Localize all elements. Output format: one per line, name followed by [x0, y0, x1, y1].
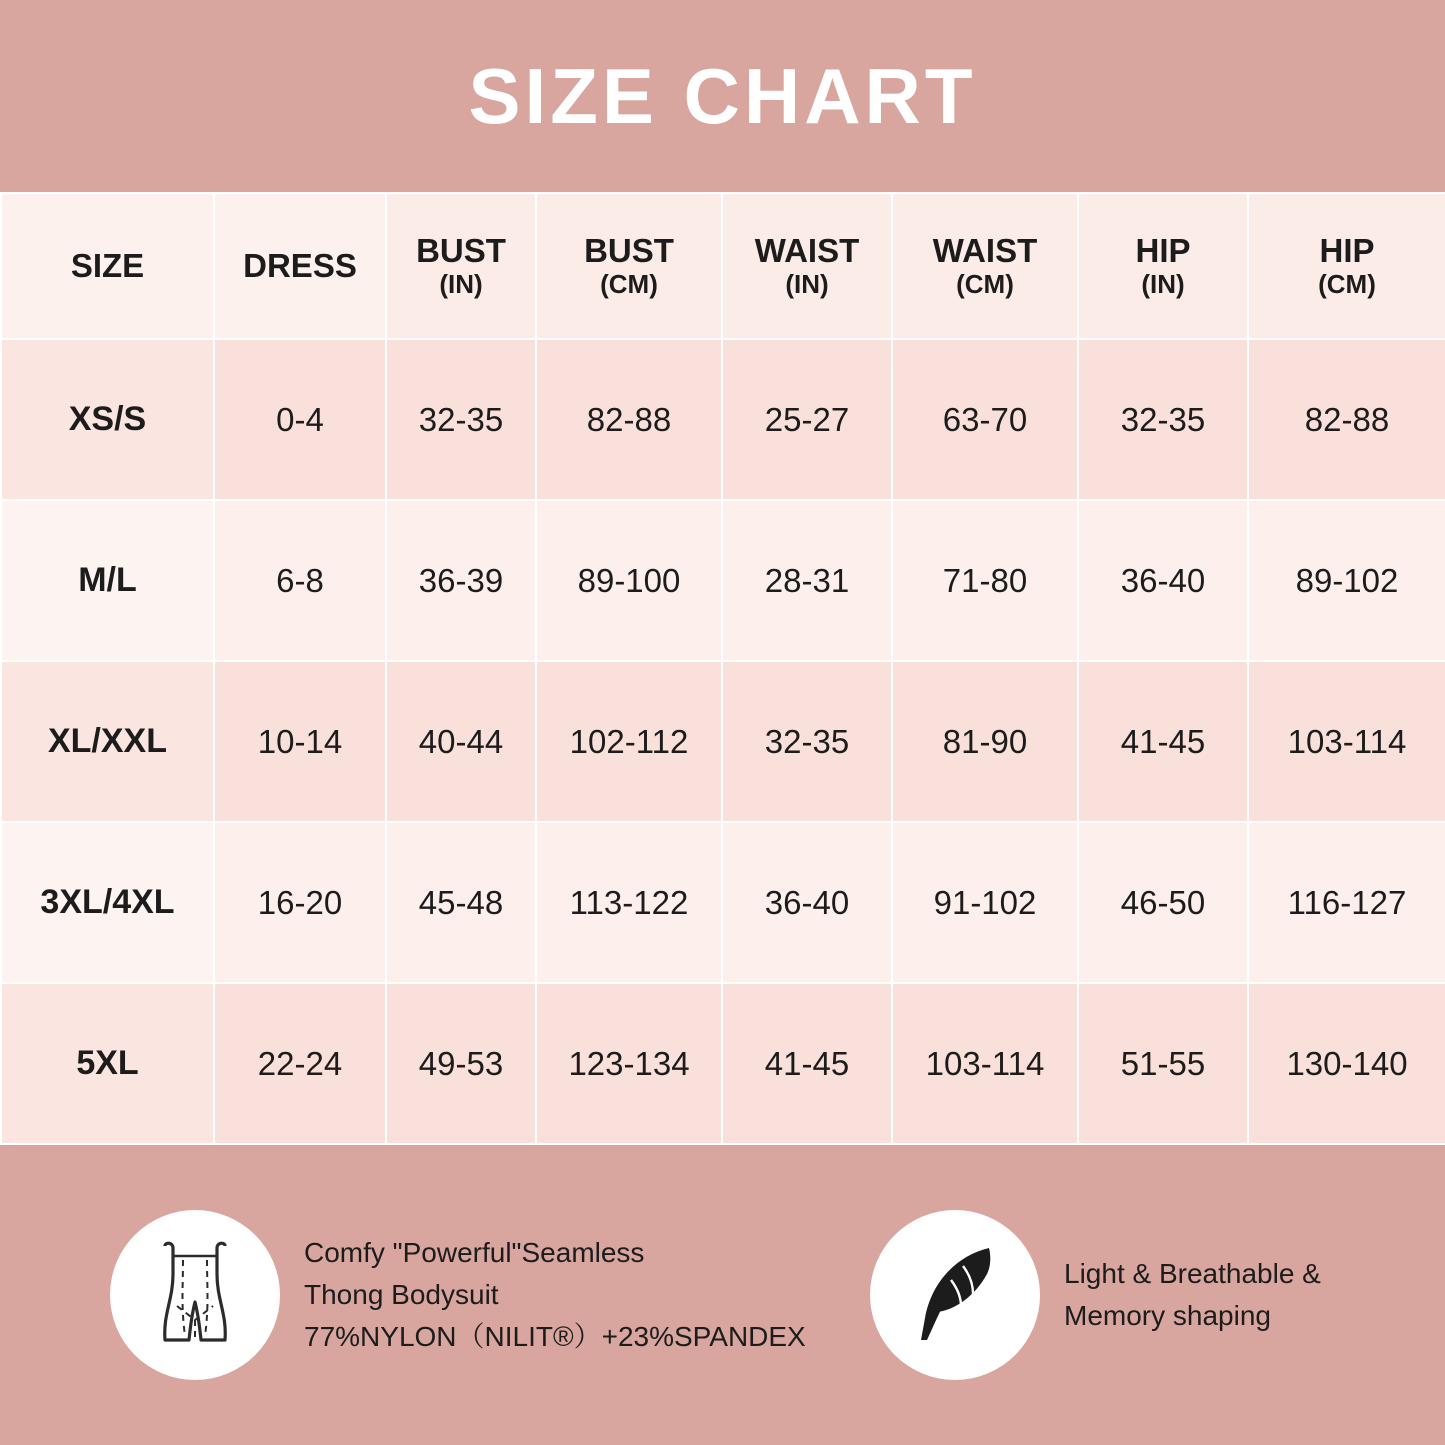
cell-size: XL/XXL — [1, 661, 214, 822]
cell-hip-in: 36-40 — [1078, 500, 1248, 661]
cell-bust-cm: 113-122 — [536, 822, 722, 983]
header-banner — [0, 0, 1445, 192]
feature-bodysuit — [110, 1210, 870, 1380]
column-header-waist-cm: WAIST (CM) — [892, 193, 1078, 339]
cell-bust-cm: 102-112 — [536, 661, 722, 822]
table-row — [1, 500, 1445, 661]
cell-size: XS/S — [1, 339, 214, 500]
table-row — [1, 983, 1445, 1144]
cell-waist-cm: 71-80 — [892, 500, 1078, 661]
cell-bust-in: 32-35 — [386, 339, 536, 500]
table-row — [1, 339, 1445, 500]
cell-bust-in: 36-39 — [386, 500, 536, 661]
table-row — [1, 822, 1445, 983]
cell-dress: 10-14 — [214, 661, 386, 822]
feature-breathable-text: Light & Breathable & Memory shaping — [1064, 1258, 1321, 1331]
cell-waist-in: 41-45 — [722, 983, 892, 1144]
cell-bust-cm: 89-100 — [536, 500, 722, 661]
table-body — [1, 339, 1445, 1144]
cell-dress: 0-4 — [214, 339, 386, 500]
column-header-waist-in: WAIST (IN) — [722, 193, 892, 339]
column-header-bust-cm: BUST (CM) — [536, 193, 722, 339]
cell-hip-in: 51-55 — [1078, 983, 1248, 1144]
cell-hip-cm: 82-88 — [1248, 339, 1445, 500]
feather-badge — [870, 1210, 1040, 1380]
size-table — [0, 192, 1445, 1145]
cell-dress: 16-20 — [214, 822, 386, 983]
cell-waist-in: 25-27 — [722, 339, 892, 500]
column-header-hip-in: HIP (IN) — [1078, 193, 1248, 339]
cell-waist-cm: 91-102 — [892, 822, 1078, 983]
cell-hip-in: 46-50 — [1078, 822, 1248, 983]
cell-size: 5XL — [1, 983, 214, 1144]
cell-waist-in: 36-40 — [722, 822, 892, 983]
table-header-row — [1, 193, 1445, 339]
column-header-hip-cm: HIP (CM) — [1248, 193, 1445, 339]
column-header-size: SIZE — [1, 193, 214, 339]
feature-breathable — [870, 1210, 1321, 1380]
cell-waist-cm: 63-70 — [892, 339, 1078, 500]
table-header — [1, 193, 1445, 339]
cell-hip-cm: 89-102 — [1248, 500, 1445, 661]
column-header-dress: DRESS — [214, 193, 386, 339]
feather-icon — [903, 1240, 1007, 1350]
cell-hip-cm: 103-114 — [1248, 661, 1445, 822]
bodysuit-icon — [143, 1240, 247, 1350]
cell-bust-cm: 82-88 — [536, 339, 722, 500]
cell-bust-cm: 123-134 — [536, 983, 722, 1144]
bodysuit-badge — [110, 1210, 280, 1380]
cell-bust-in: 45-48 — [386, 822, 536, 983]
cell-hip-in: 32-35 — [1078, 339, 1248, 500]
cell-waist-in: 32-35 — [722, 661, 892, 822]
page-title: SIZE CHART — [468, 52, 977, 140]
feature-bodysuit-text: Comfy "Powerful"Seamless Thong Bodysuit 77%NYLON（NILIT®）+23%SPANDEX — [304, 1237, 806, 1352]
cell-hip-in: 41-45 — [1078, 661, 1248, 822]
cell-bust-in: 40-44 — [386, 661, 536, 822]
cell-size: M/L — [1, 500, 214, 661]
cell-waist-in: 28-31 — [722, 500, 892, 661]
size-table-container — [0, 192, 1445, 1145]
cell-waist-cm: 81-90 — [892, 661, 1078, 822]
cell-hip-cm: 116-127 — [1248, 822, 1445, 983]
cell-waist-cm: 103-114 — [892, 983, 1078, 1144]
table-row — [1, 661, 1445, 822]
cell-bust-in: 49-53 — [386, 983, 536, 1144]
footer-features — [0, 1145, 1445, 1445]
cell-hip-cm: 130-140 — [1248, 983, 1445, 1144]
cell-dress: 6-8 — [214, 500, 386, 661]
column-header-bust-in: BUST (IN) — [386, 193, 536, 339]
cell-dress: 22-24 — [214, 983, 386, 1144]
cell-size: 3XL/4XL — [1, 822, 214, 983]
